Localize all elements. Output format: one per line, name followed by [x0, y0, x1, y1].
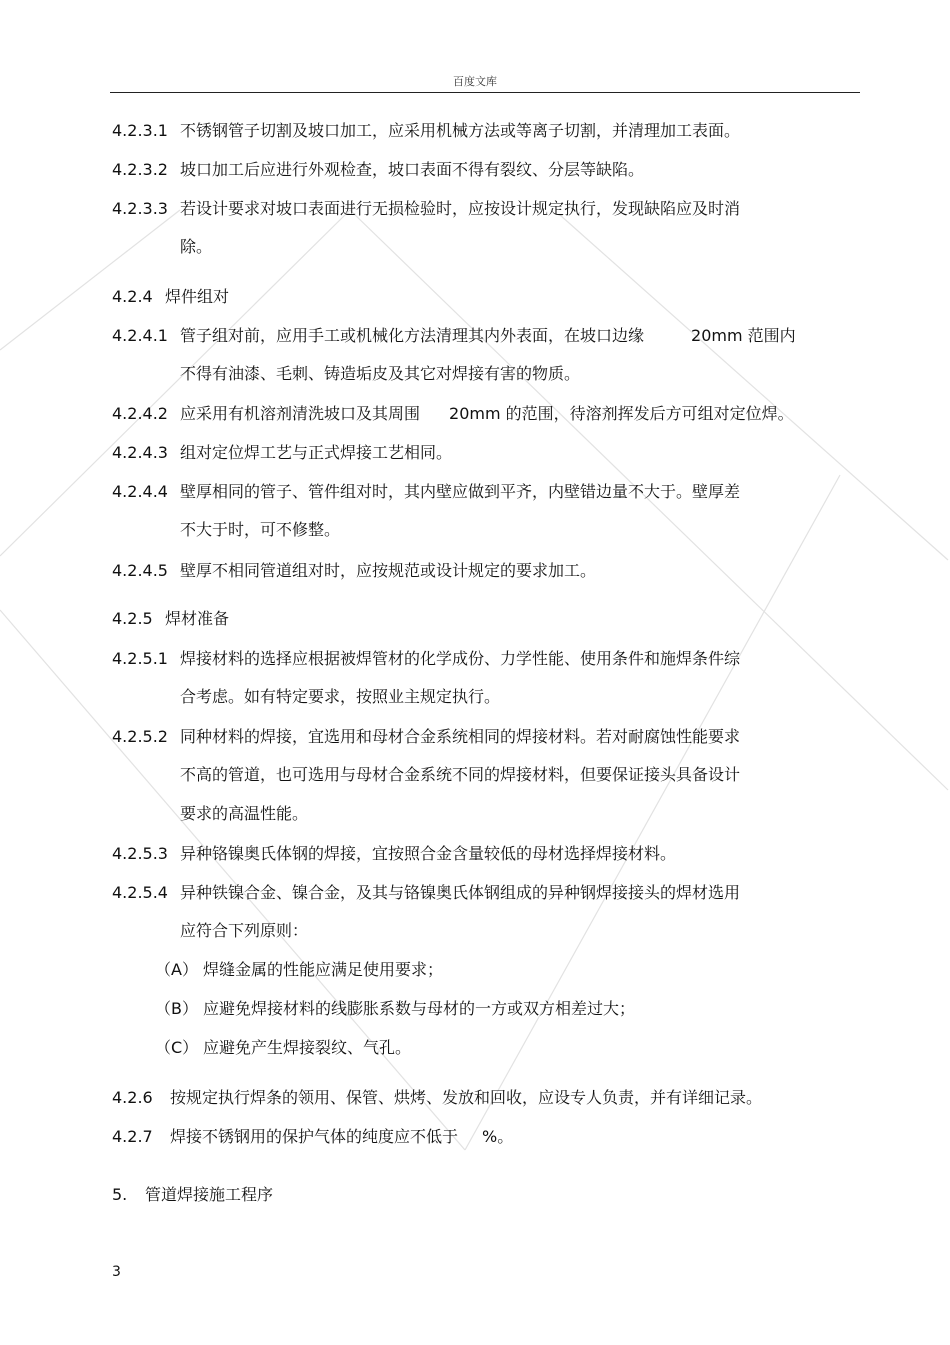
- clause-text: 焊接材料的选择应根据被焊管材的化学成份、力学性能、使用条件和施焊条件综: [180, 649, 741, 668]
- clause-4-2-5-3: [112, 844, 676, 864]
- clause-number: 4.2.6: [112, 1088, 153, 1107]
- item-marker: （B）: [155, 999, 198, 1018]
- clause-4-2-4-2: [112, 404, 794, 424]
- clause-number: 4.2.5.3: [112, 844, 168, 863]
- clause-text: 管子组对前，应用手工或机械化方法清理其内外表面，在坡口边缘: [180, 326, 645, 345]
- clause-number: 4.2.3.2: [112, 160, 168, 179]
- clause-4-2-5-2: [112, 727, 740, 747]
- clause-continuation: 应符合下列原则：: [180, 921, 309, 940]
- clause-text: 壁厚相同的管子、管件组对时，其内壁应做到平齐，内壁错边量不大于。壁厚差: [180, 482, 741, 501]
- clause-text: 焊接不锈钢用的保护气体的纯度应不低于: [170, 1127, 459, 1146]
- clause-4-2-4-4: [112, 482, 740, 502]
- clause-number: 4.2.4.4: [112, 482, 168, 501]
- clause-4-2-4-5: [112, 561, 596, 581]
- section-title: 管道焊接施工程序: [145, 1185, 274, 1204]
- section-number: 4.2.4: [112, 287, 153, 306]
- clause-text-value: 20mm 范围内: [691, 326, 796, 345]
- item-marker: （C）: [155, 1038, 199, 1057]
- clause-continuation: 合考虑。如有特定要求，按照业主规定执行。: [180, 687, 501, 706]
- header-rule: [110, 92, 860, 93]
- clause-text: 组对定位焊工艺与正式焊接工艺相同。: [180, 443, 453, 462]
- clause-text: 坡口加工后应进行外观检查，坡口表面不得有裂纹、分层等缺陷。: [180, 160, 645, 179]
- item-text: 应避免焊接材料的线膨胀系数与母材的一方或双方相差过大；: [203, 999, 636, 1018]
- section-title: 焊件组对: [165, 287, 230, 306]
- clause-number: 4.2.5.2: [112, 727, 168, 746]
- clause-4-2-5-4: [112, 883, 740, 903]
- clause-number: 4.2.4.2: [112, 404, 168, 423]
- clause-text-value: %。: [482, 1127, 514, 1146]
- clause-text: 若设计要求对坡口表面进行无损检验时，应按设计规定执行，发现缺陷应及时消: [180, 199, 741, 218]
- clause-continuation: 不大于时，可不修整。: [180, 520, 341, 539]
- clause-text: 壁厚不相同管道组对时，应按规范或设计规定的要求加工。: [180, 561, 597, 580]
- clause-continuation: 不高的管道，也可选用与母材合金系统不同的焊接材料，但要保证接头具备设计: [180, 765, 741, 784]
- item-marker: （A）: [155, 960, 198, 979]
- section-number: 4.2.5: [112, 609, 153, 628]
- item-text: 应避免产生焊接裂纹、气孔。: [203, 1038, 412, 1057]
- clause-number: 4.2.3.3: [112, 199, 168, 218]
- clause-text: 不锈钢管子切割及坡口加工，应采用机械方法或等离子切割，并清理加工表面。: [180, 121, 741, 140]
- clause-text: 按规定执行焊条的领用、保管、烘烤、发放和回收，应设专人负责，并有详细记录。: [170, 1088, 763, 1107]
- header-title: 百度文库: [453, 75, 497, 88]
- clause-continuation: 要求的高温性能。: [180, 804, 309, 823]
- clause-text: 异种铬镍奥氏体钢的焊接，宜按照合金含量较低的母材选择焊接材料。: [180, 844, 677, 863]
- clause-number: 4.2.5.1: [112, 649, 168, 668]
- clause-continuation: 不得有油漆、毛刺、铸造垢皮及其它对焊接有害的物质。: [180, 364, 581, 383]
- clause-4-2-6: [112, 1088, 762, 1108]
- clause-number: 4.2.5.4: [112, 883, 168, 902]
- clause-4-2-4-3: [112, 443, 452, 463]
- clause-number: 4.2.3.1: [112, 121, 168, 140]
- section-4-2-5: [112, 609, 229, 629]
- clause-text-value: 20mm 的范围，待溶剂挥发后方可组对定位焊。: [449, 404, 794, 423]
- list-item-c: [155, 1038, 411, 1058]
- clause-4-2-3-1: [112, 121, 740, 141]
- clause-4-2-5-1: [112, 649, 740, 669]
- clause-number: 4.2.4.1: [112, 326, 168, 345]
- clause-4-2-3-3: [112, 199, 740, 219]
- clause-continuation: 除。: [180, 237, 213, 256]
- clause-4-2-4-1: [112, 326, 796, 346]
- clause-text: 同种材料的焊接，宜选用和母材合金系统相同的焊接材料。若对耐腐蚀性能要求: [180, 727, 741, 746]
- section-5: [112, 1185, 273, 1205]
- list-item-a: [155, 960, 443, 980]
- section-4-2-4: [112, 287, 229, 307]
- clause-text: 应采用有机溶剂清洗坡口及其周围: [180, 404, 421, 423]
- section-title: 焊材准备: [165, 609, 230, 628]
- clause-number: 4.2.4.5: [112, 561, 168, 580]
- clause-4-2-3-2: [112, 160, 644, 180]
- list-item-b: [155, 999, 635, 1019]
- page-number: 3: [112, 1264, 121, 1280]
- clause-number: 4.2.7: [112, 1127, 153, 1146]
- section-number: 5.: [112, 1185, 128, 1204]
- clause-number: 4.2.4.3: [112, 443, 168, 462]
- clause-text: 异种铁镍合金、镍合金，及其与铬镍奥氏体钢组成的异种钢焊接接头的焊材选用: [180, 883, 741, 902]
- item-text: 焊缝金属的性能应满足使用要求；: [203, 960, 444, 979]
- clause-4-2-7: [112, 1127, 513, 1147]
